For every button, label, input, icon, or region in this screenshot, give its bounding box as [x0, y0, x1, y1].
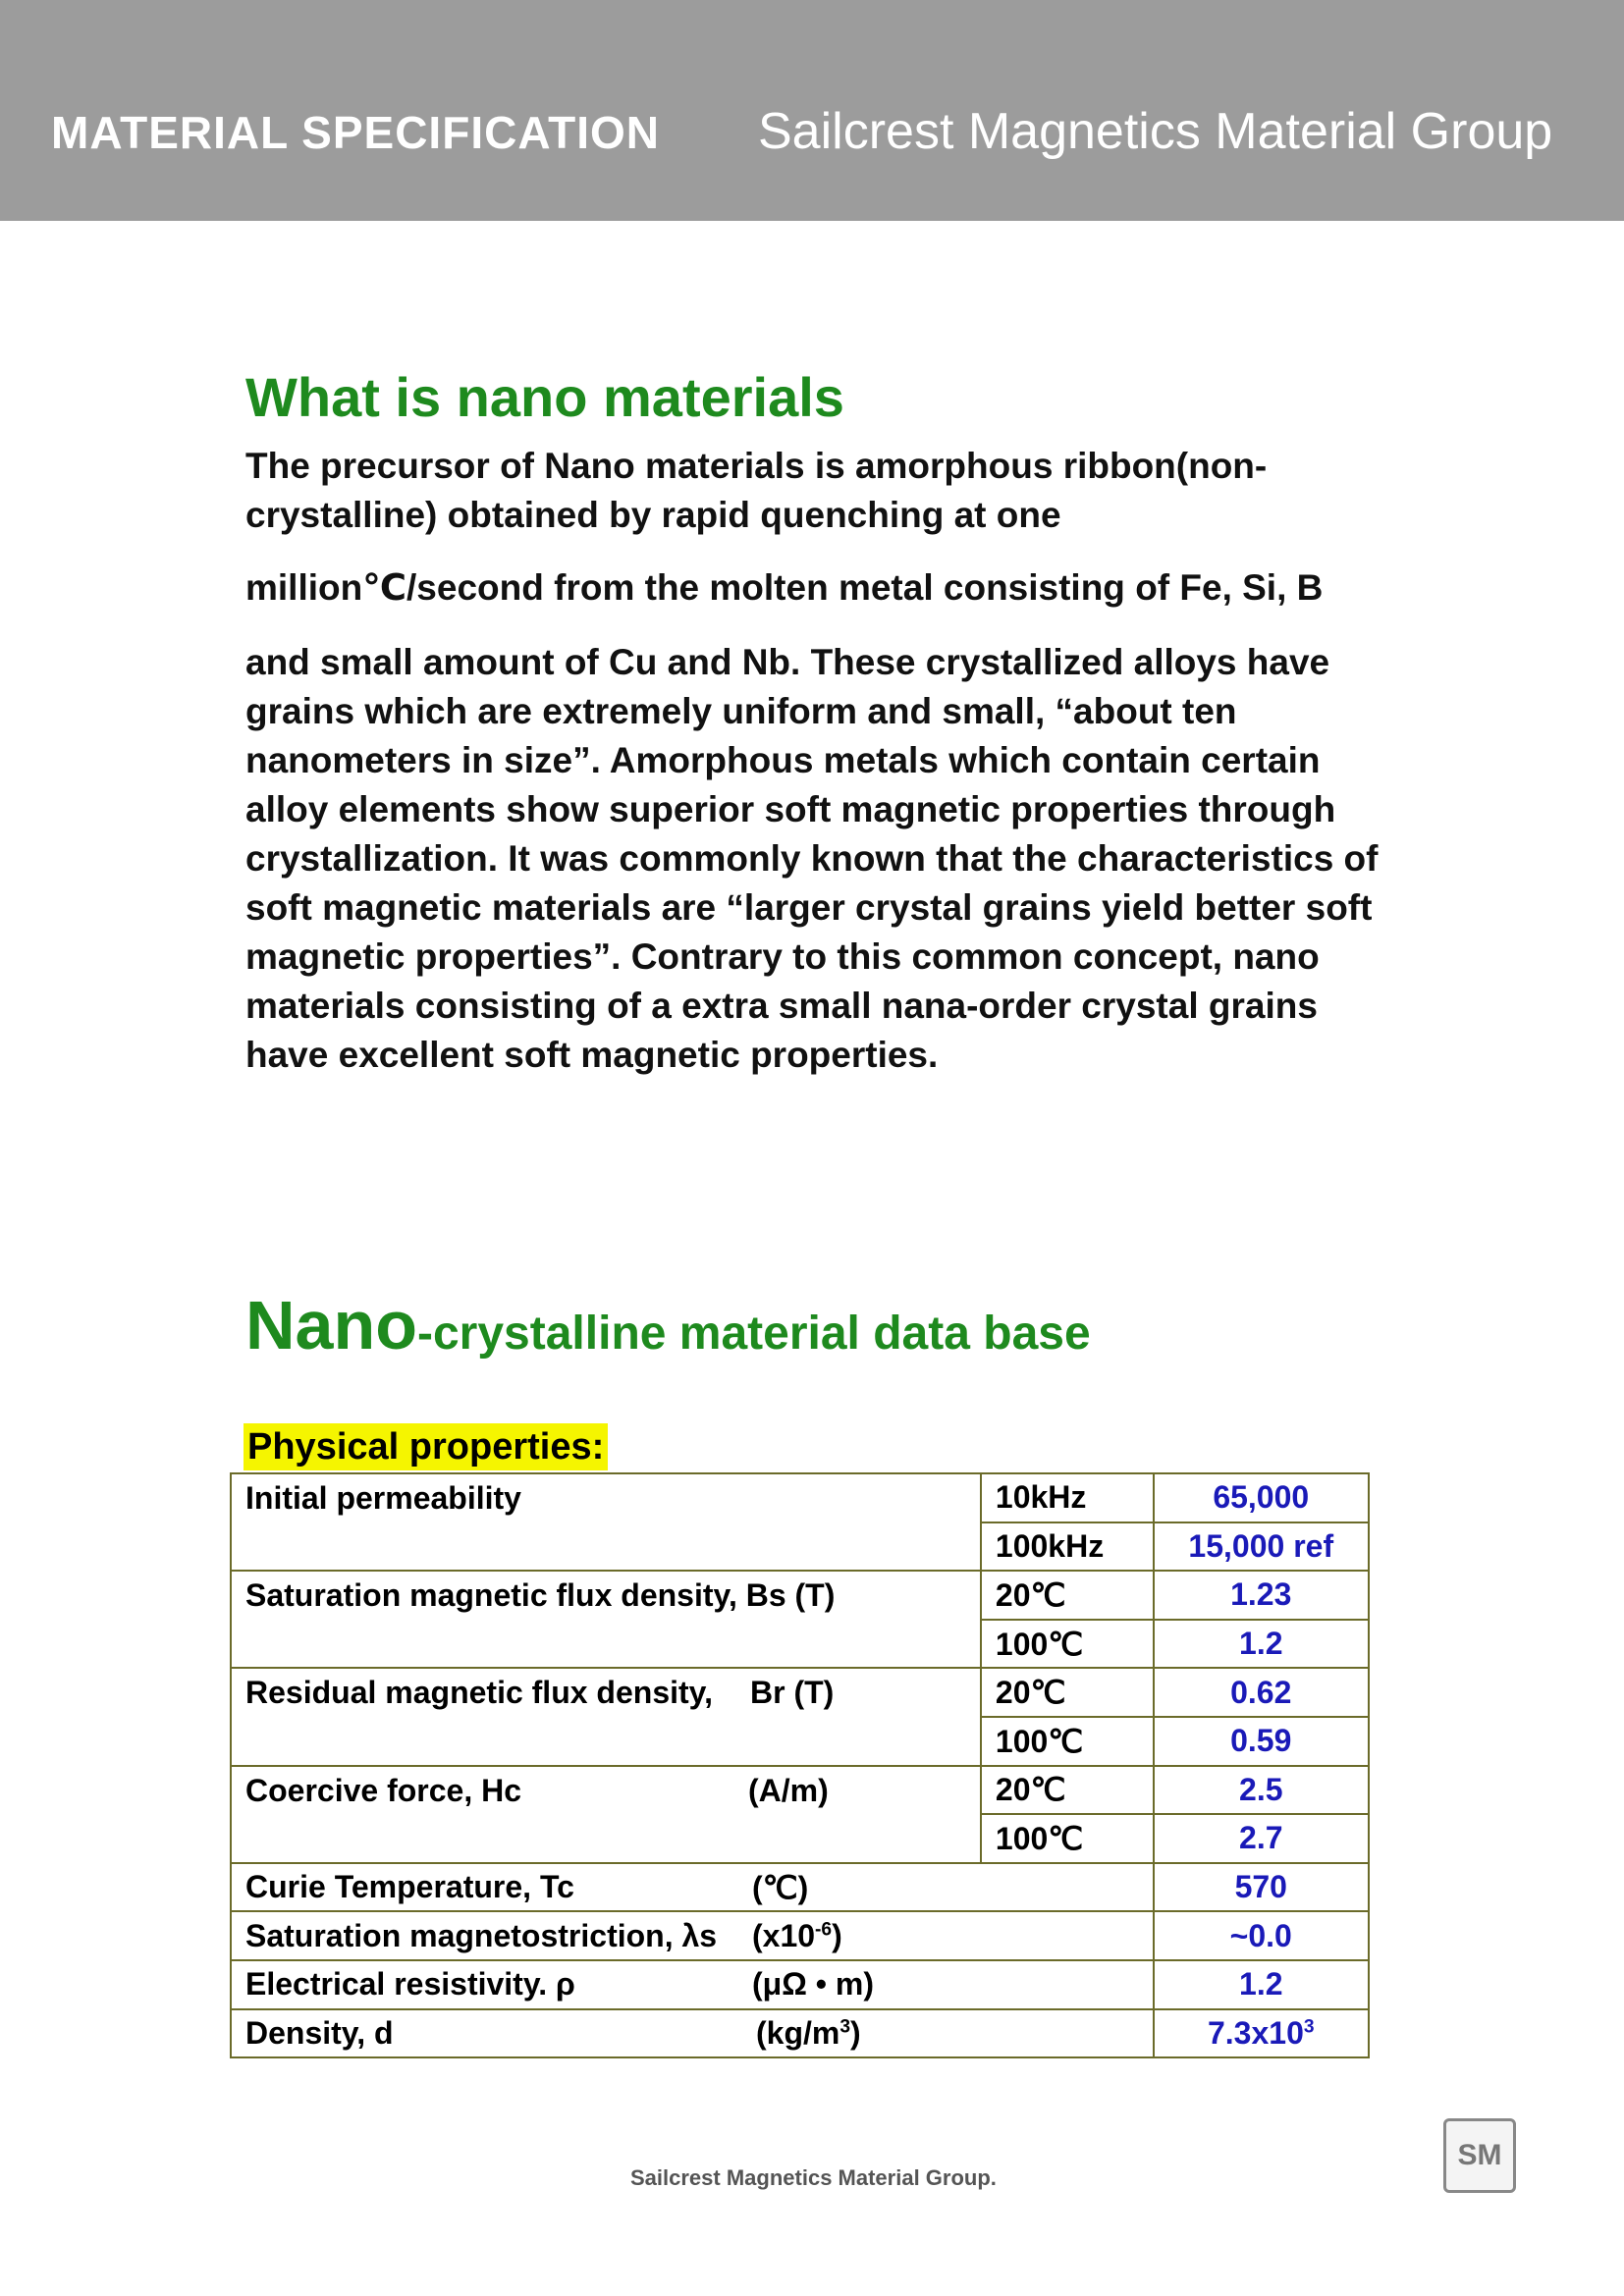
intro-paragraph-1: The precursor of Nano materials is amorphous ribbon(non-crystalline) obtained by rapid quenching at one [245, 446, 1268, 535]
property-label: Initial permeability [231, 1473, 981, 1571]
physical-properties-label: Physical properties: [244, 1423, 608, 1470]
unit-text: ) [832, 1917, 842, 1953]
value-cell: 15,000 ref [1154, 1522, 1369, 1572]
table-row [231, 1571, 1369, 1620]
property-label: Saturation magnetic flux density, Bs (T) [231, 1571, 981, 1668]
value-cell: 1.23 [1154, 1571, 1369, 1620]
property-label: Coercive force, Hc [245, 1772, 522, 1808]
property-label: Residual magnetic flux density, [245, 1675, 713, 1711]
property-cell [231, 1960, 1154, 2009]
property-cell [231, 1668, 981, 1765]
condition-cell: 100℃ [981, 1814, 1154, 1863]
table-row [231, 1960, 1369, 2009]
unit-text: ) [850, 2014, 861, 2051]
condition-cell: 20℃ [981, 1571, 1154, 1620]
database-title-rest: -crystalline material data base [417, 1308, 1091, 1360]
value-cell: 0.59 [1154, 1717, 1369, 1766]
unit-text: (x10 [752, 1917, 816, 1953]
condition-cell: 100℃ [981, 1620, 1154, 1669]
value-text: 7.3x10 [1207, 2014, 1304, 2051]
property-unit [752, 1918, 842, 1954]
property-label: Curie Temperature, Tc [245, 1869, 574, 1905]
table-row [231, 1668, 1369, 1717]
table-row [231, 1766, 1369, 1815]
property-unit: (℃) [752, 1870, 809, 1906]
value-exponent: 3 [1303, 2016, 1315, 2038]
value-cell: 0.62 [1154, 1668, 1369, 1717]
unit-text: (kg/m [756, 2014, 840, 2051]
intro-title: What is nano materials [245, 366, 844, 428]
condition-cell: 10kHz [981, 1473, 1154, 1522]
value-cell: 1.2 [1154, 1620, 1369, 1669]
database-title [245, 1286, 1091, 1364]
property-label: Density, d [245, 2014, 394, 2051]
company-logo: SM [1443, 2118, 1516, 2193]
property-cell [231, 1766, 981, 1863]
properties-table [230, 1472, 1370, 2058]
footer-text: Sailcrest Magnetics Material Group. [630, 2165, 997, 2190]
condition-cell: 100kHz [981, 1522, 1154, 1572]
unit-exponent: -6 [815, 1918, 833, 1940]
value-cell: 2.5 [1154, 1766, 1369, 1815]
property-unit: (A/m) [748, 1772, 829, 1808]
property-unit: (μΩ • m) [752, 1966, 874, 2002]
property-cell [231, 1911, 1154, 1960]
intro-paragraph-2: million℃/second from the molten metal consisting of Fe, Si, B [245, 567, 1324, 608]
property-label: Electrical resistivity. ρ [245, 1966, 575, 2002]
value-cell: 1.2 [1154, 1960, 1369, 2009]
property-cell [231, 2009, 1154, 2058]
condition-cell: 100℃ [981, 1717, 1154, 1766]
database-title-big: Nano [245, 1287, 417, 1363]
value-cell: 2.7 [1154, 1814, 1369, 1863]
document-type: MATERIAL SPECIFICATION [51, 107, 660, 158]
company-name: Sailcrest Magnetics Material Group [758, 103, 1553, 160]
page-header [0, 0, 1624, 221]
value-cell: ~0.0 [1154, 1911, 1369, 1960]
property-cell [231, 1863, 1154, 1912]
table-row [231, 1473, 1369, 1522]
condition-cell: 20℃ [981, 1766, 1154, 1815]
property-label: Saturation magnetostriction, λs [245, 1917, 718, 1953]
intro-paragraph-3: and small amount of Cu and Nb. These crystallized alloys have grains which are extremely uniform and small, “about ten nanometers in size”. Amorphous metals which contain certain alloy elements show superior soft magnetic properties through crystallization. It was commonly known that the characteristics of soft magnetic materials are “larger crystal grains yield better soft magnetic properties”. Contrary to this common concept, nano materials consisting of a extra small nana-order crystal grains have excellent soft magnetic properties. [245, 642, 1379, 1075]
value-cell: 65,000 [1154, 1473, 1369, 1522]
table-row [231, 2009, 1369, 2058]
unit-exponent: 3 [839, 2016, 851, 2038]
value-cell [1154, 2009, 1369, 2058]
table-row [231, 1911, 1369, 1960]
condition-cell: 20℃ [981, 1668, 1154, 1717]
property-unit: Br (T) [750, 1675, 835, 1711]
property-unit [756, 2015, 861, 2052]
value-cell: 570 [1154, 1863, 1369, 1912]
table-row [231, 1863, 1369, 1912]
